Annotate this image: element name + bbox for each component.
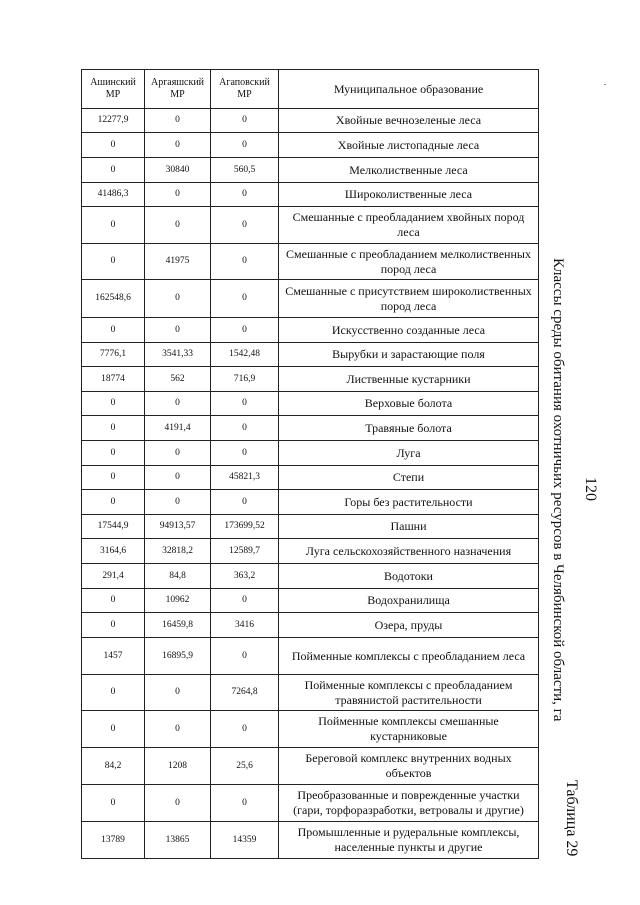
cell-argayashsky: 32818,2 <box>145 539 211 564</box>
cell-agapovsky: 0 <box>211 392 279 416</box>
cell-habitat-class: Луга сельскохозяйственного назначения <box>279 539 539 564</box>
cell-argayashsky: 0 <box>145 490 211 515</box>
cell-ashinsky: 0 <box>82 207 145 244</box>
cell-argayashsky: 10962 <box>145 589 211 613</box>
table-row <box>82 280 539 318</box>
cell-agapovsky: 0 <box>211 416 279 441</box>
cell-habitat-class: Промышленные и рудеральные комплексы, населенные пункты и другие <box>279 822 539 859</box>
cell-argayashsky: 41975 <box>145 244 211 280</box>
scan-speck <box>604 84 606 85</box>
table-row <box>82 711 539 748</box>
table-row <box>82 589 539 613</box>
cell-agapovsky: 0 <box>211 207 279 244</box>
cell-agapovsky: 0 <box>211 638 279 675</box>
cell-ashinsky: 17544,9 <box>82 515 145 539</box>
cell-argayashsky: 94913,57 <box>145 515 211 539</box>
cell-agapovsky: 716,9 <box>211 367 279 392</box>
table-row <box>82 638 539 675</box>
cell-habitat-class: Пойменные комплексы с преобладанием леса <box>279 638 539 675</box>
cell-ashinsky: 41486,3 <box>82 183 145 207</box>
table-row <box>82 539 539 564</box>
cell-agapovsky: 0 <box>211 589 279 613</box>
cell-argayashsky: 0 <box>145 466 211 490</box>
cell-agapovsky: 0 <box>211 785 279 822</box>
cell-ashinsky: 7776,1 <box>82 343 145 367</box>
cell-habitat-class: Смешанные с присутствием широколиственных пород леса <box>279 280 539 318</box>
cell-ashinsky: 3164,6 <box>82 539 145 564</box>
cell-ashinsky: 0 <box>82 466 145 490</box>
cell-ashinsky: 291,4 <box>82 564 145 589</box>
cell-argayashsky: 1208 <box>145 748 211 785</box>
cell-habitat-class: Горы без растительности <box>279 490 539 515</box>
table-header-row <box>82 70 539 109</box>
cell-agapovsky: 0 <box>211 711 279 748</box>
header-ashinsky: Ашинский МР <box>82 70 145 109</box>
table-row <box>82 392 539 416</box>
cell-habitat-class: Хвойные вечнозеленые леса <box>279 109 539 133</box>
header-municipality: Муниципальное образование <box>279 70 539 109</box>
cell-habitat-class: Широколиственные леса <box>279 183 539 207</box>
cell-ashinsky: 0 <box>82 675 145 711</box>
cell-argayashsky: 0 <box>145 318 211 343</box>
header-argayashsky: Аргаяшский МР <box>145 70 211 109</box>
cell-habitat-class: Пойменные комплексы смешанные кустарниковые <box>279 711 539 748</box>
header-agapovsky: Агаповский МР <box>211 70 279 109</box>
table-row <box>82 207 539 244</box>
cell-ashinsky: 0 <box>82 613 145 638</box>
cell-agapovsky: 0 <box>211 183 279 207</box>
cell-habitat-class: Пойменные комплексы с преобладанием травянистой растительности <box>279 675 539 711</box>
cell-habitat-class: Озера, пруды <box>279 613 539 638</box>
page-number: 120 <box>582 477 599 501</box>
cell-argayashsky: 0 <box>145 207 211 244</box>
table-row <box>82 318 539 343</box>
cell-agapovsky: 25,6 <box>211 748 279 785</box>
cell-habitat-class: Степи <box>279 466 539 490</box>
cell-argayashsky: 13865 <box>145 822 211 859</box>
table-row <box>82 613 539 638</box>
cell-habitat-class: Хвойные листопадные леса <box>279 133 539 158</box>
cell-habitat-class: Мелколиственные леса <box>279 158 539 183</box>
cell-habitat-class: Смешанные с преобладанием хвойных пород леса <box>279 207 539 244</box>
cell-ashinsky: 0 <box>82 785 145 822</box>
cell-habitat-class: Водотоки <box>279 564 539 589</box>
cell-agapovsky: 3416 <box>211 613 279 638</box>
cell-habitat-class: Верховые болота <box>279 392 539 416</box>
table-row <box>82 441 539 466</box>
cell-agapovsky: 363,2 <box>211 564 279 589</box>
cell-agapovsky: 0 <box>211 244 279 280</box>
cell-argayashsky: 562 <box>145 367 211 392</box>
cell-ashinsky: 0 <box>82 441 145 466</box>
cell-ashinsky: 162548,6 <box>82 280 145 318</box>
cell-ashinsky: 0 <box>82 589 145 613</box>
cell-habitat-class: Вырубки и зарастающие поля <box>279 343 539 367</box>
table-row <box>82 785 539 822</box>
cell-habitat-class: Береговой комплекс внутренних водных объектов <box>279 748 539 785</box>
cell-argayashsky: 84,8 <box>145 564 211 589</box>
table-row <box>82 490 539 515</box>
cell-ashinsky: 0 <box>82 392 145 416</box>
cell-argayashsky: 0 <box>145 441 211 466</box>
table-row <box>82 133 539 158</box>
table-row <box>82 183 539 207</box>
cell-argayashsky: 0 <box>145 280 211 318</box>
cell-habitat-class: Искусственно созданные леса <box>279 318 539 343</box>
cell-habitat-class: Водохранилища <box>279 589 539 613</box>
cell-agapovsky: 7264,8 <box>211 675 279 711</box>
cell-argayashsky: 0 <box>145 392 211 416</box>
cell-ashinsky: 0 <box>82 416 145 441</box>
cell-habitat-class: Луга <box>279 441 539 466</box>
table-row <box>82 515 539 539</box>
cell-argayashsky: 30840 <box>145 158 211 183</box>
cell-agapovsky: 0 <box>211 441 279 466</box>
table-row <box>82 675 539 711</box>
cell-habitat-class: Травяные болота <box>279 416 539 441</box>
table-row <box>82 466 539 490</box>
cell-habitat-class: Преобразованные и поврежденные участки (гари, торфоразработки, ветровалы и другие) <box>279 785 539 822</box>
cell-ashinsky: 0 <box>82 490 145 515</box>
cell-argayashsky: 4191,4 <box>145 416 211 441</box>
habitat-classes-table <box>81 69 539 859</box>
cell-argayashsky: 3541,33 <box>145 343 211 367</box>
table-label: Таблица 29 <box>563 780 580 857</box>
cell-agapovsky: 0 <box>211 490 279 515</box>
cell-habitat-class: Смешанные с преобладанием мелколиственных пород леса <box>279 244 539 280</box>
cell-agapovsky: 0 <box>211 133 279 158</box>
table-title: Классы среды обитания охотничьих ресурсов в Челябинской области, га <box>550 258 566 722</box>
cell-agapovsky: 12589,7 <box>211 539 279 564</box>
cell-agapovsky: 0 <box>211 318 279 343</box>
cell-ashinsky: 0 <box>82 158 145 183</box>
table-row <box>82 822 539 859</box>
cell-agapovsky: 1542,48 <box>211 343 279 367</box>
cell-argayashsky: 0 <box>145 785 211 822</box>
cell-agapovsky: 0 <box>211 109 279 133</box>
cell-argayashsky: 0 <box>145 109 211 133</box>
table-row <box>82 416 539 441</box>
cell-agapovsky: 173699,52 <box>211 515 279 539</box>
cell-ashinsky: 0 <box>82 133 145 158</box>
cell-argayashsky: 16895,9 <box>145 638 211 675</box>
table-row <box>82 109 539 133</box>
table-row <box>82 564 539 589</box>
cell-ashinsky: 12277,9 <box>82 109 145 133</box>
table-row <box>82 367 539 392</box>
table-row <box>82 748 539 785</box>
cell-argayashsky: 16459,8 <box>145 613 211 638</box>
cell-ashinsky: 0 <box>82 318 145 343</box>
table-row <box>82 244 539 280</box>
table-body <box>82 109 539 859</box>
cell-agapovsky: 0 <box>211 280 279 318</box>
cell-argayashsky: 0 <box>145 133 211 158</box>
cell-agapovsky: 14359 <box>211 822 279 859</box>
cell-habitat-class: Пашни <box>279 515 539 539</box>
cell-argayashsky: 0 <box>145 711 211 748</box>
cell-ashinsky: 18774 <box>82 367 145 392</box>
cell-ashinsky: 84,2 <box>82 748 145 785</box>
cell-habitat-class: Лиственные кустарники <box>279 367 539 392</box>
cell-agapovsky: 45821,3 <box>211 466 279 490</box>
cell-ashinsky: 1457 <box>82 638 145 675</box>
table-row <box>82 158 539 183</box>
cell-ashinsky: 13789 <box>82 822 145 859</box>
cell-argayashsky: 0 <box>145 183 211 207</box>
cell-ashinsky: 0 <box>82 244 145 280</box>
table-row <box>82 343 539 367</box>
cell-agapovsky: 560,5 <box>211 158 279 183</box>
cell-ashinsky: 0 <box>82 711 145 748</box>
cell-argayashsky: 0 <box>145 675 211 711</box>
